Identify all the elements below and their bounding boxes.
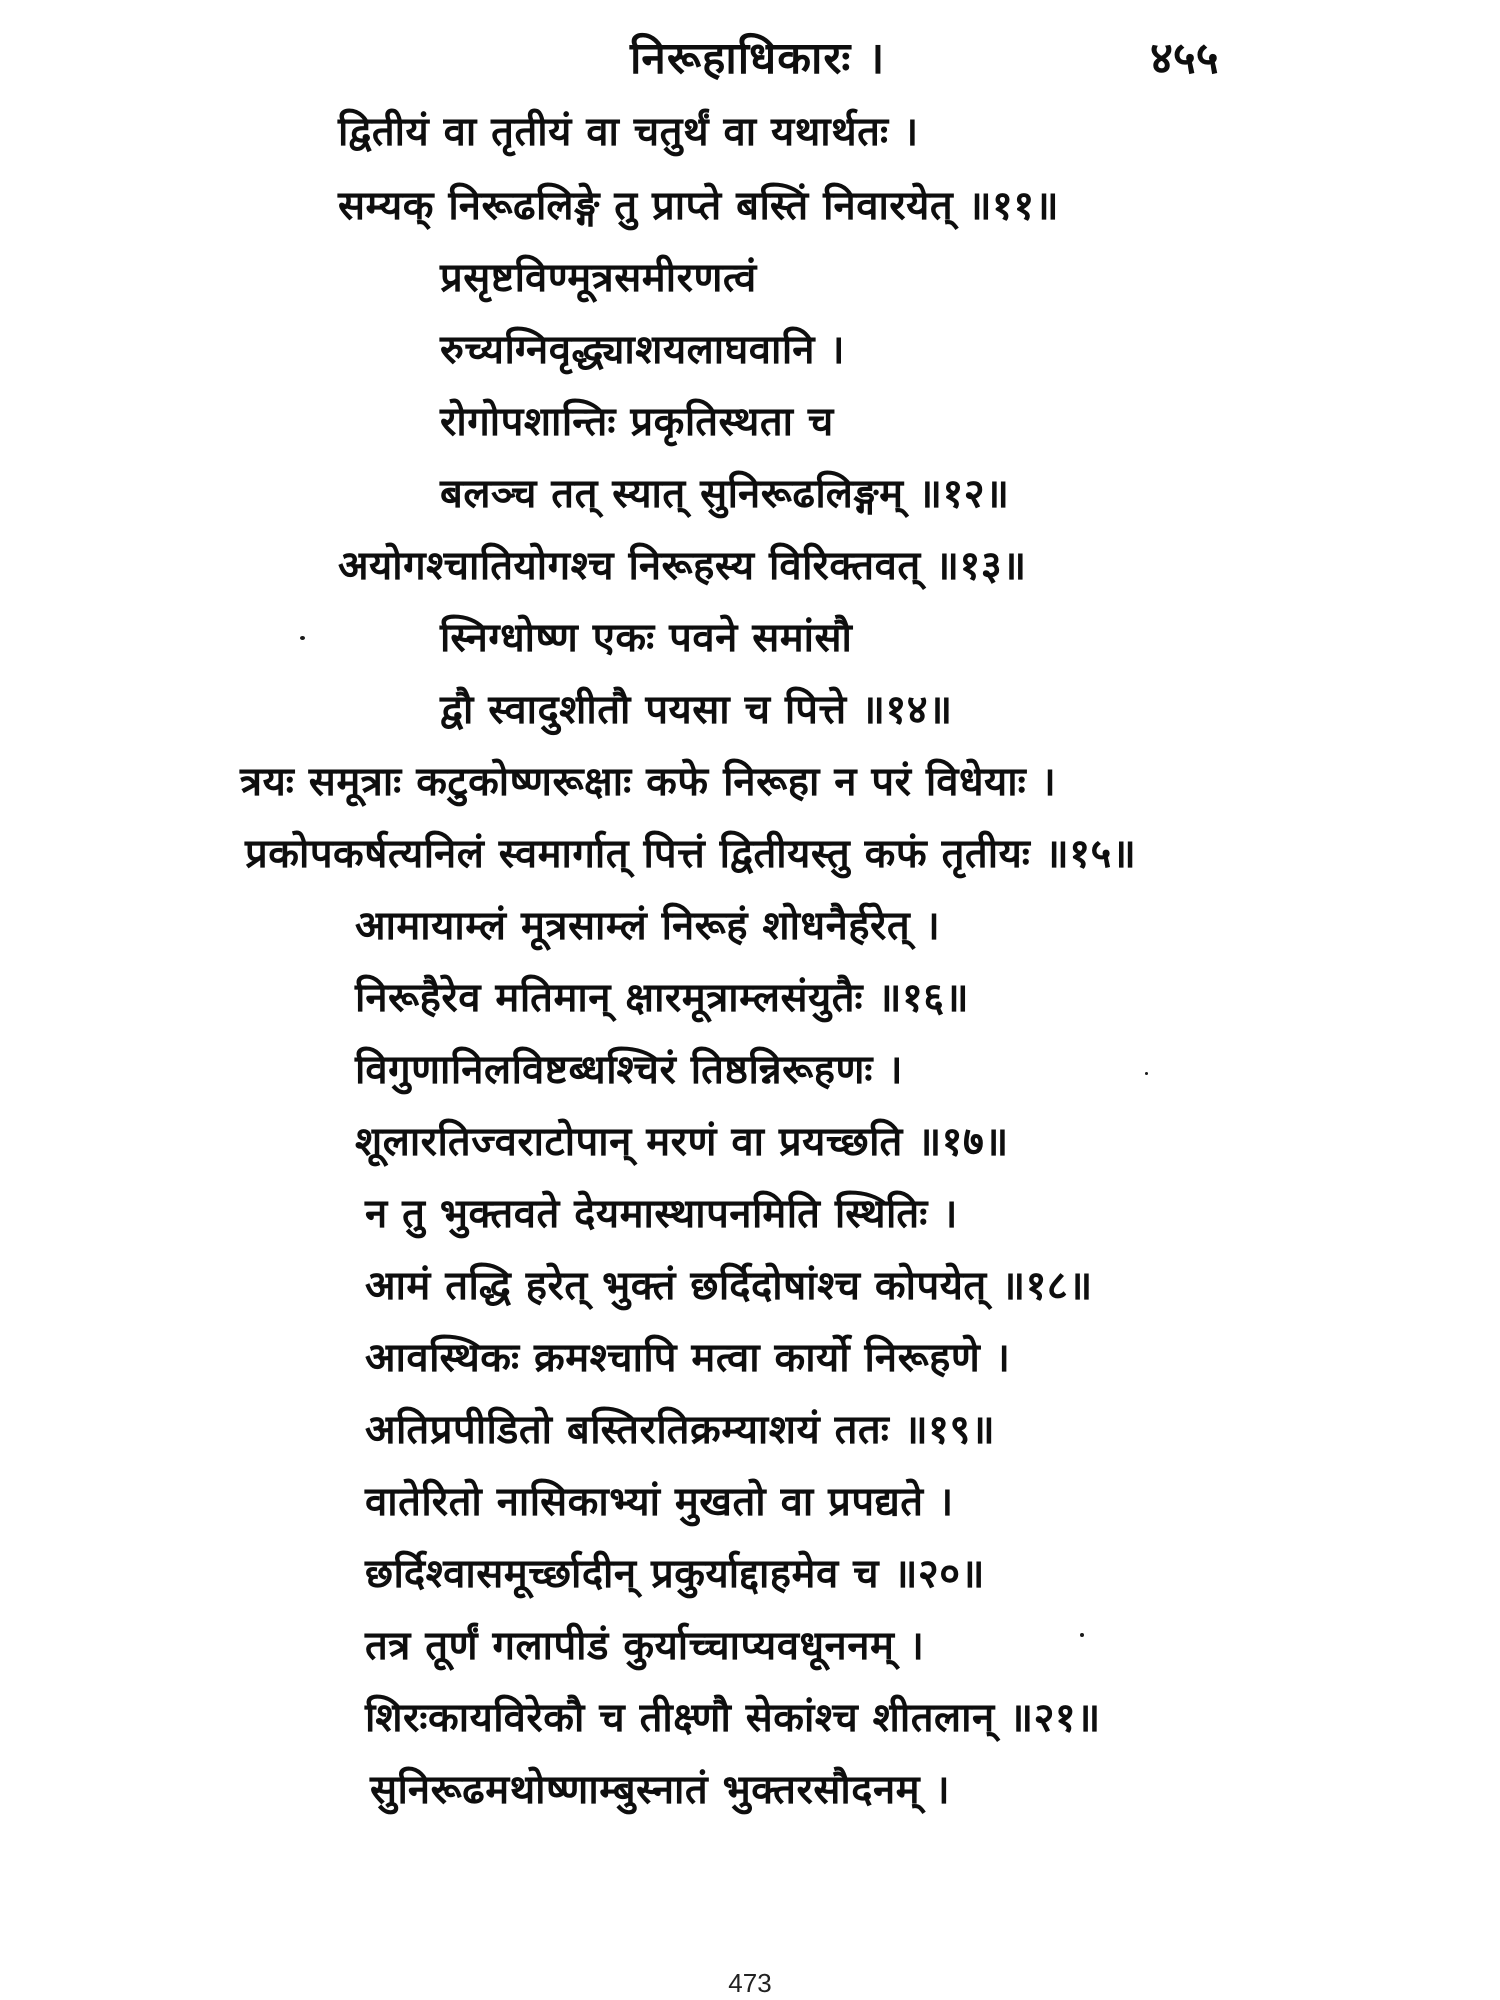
verse-line: आमं तद्धि हरेत् भुक्तं छर्दिदोषांश्च कोपयेत् ॥१८॥	[365, 1263, 1093, 1309]
scan-speck	[300, 636, 305, 640]
verse-line: छर्दिश्वासमूर्च्छादीन् प्रकुर्याद्दाहमेव च ॥२०॥	[365, 1551, 985, 1597]
verse-line: तत्र तूर्णं गलापीडं कुर्याच्चाप्यवधूननम् ।	[365, 1623, 925, 1669]
verse-line: रोगोपशान्तिः प्रकृतिस्थता च	[440, 399, 834, 445]
verse-line: सुनिरूढमथोष्णाम्बुस्नातं भुक्तरसौदनम् ।	[370, 1767, 951, 1813]
verse-line: आमायाम्लं मूत्रसाम्लं निरूहं शोधनैर्हरेत् ।	[355, 903, 941, 949]
verse-line: अयोगश्चातियोगश्च निरूहस्य विरिक्तवत् ॥१३॥	[338, 543, 1027, 589]
verse-line: द्वौ स्वादुशीतौ पयसा च पित्ते ॥१४॥	[440, 687, 953, 733]
footer-page-number: 473	[728, 1968, 772, 1998]
verse-line: प्रकोपकर्षत्यनिलं स्वमार्गात् पित्तं द्वितीयस्तु कफं तृतीयः ॥१५॥	[245, 831, 1137, 877]
verse-line: अतिप्रपीडितो बस्तिरतिक्रम्याशयं ततः ॥१९॥	[365, 1407, 996, 1453]
scan-speck	[1080, 1633, 1084, 1637]
page-number-devanagari: ४५५	[1150, 33, 1219, 84]
verse-line: आवस्थिकः क्रमश्चापि मत्वा कार्यो निरूहणे ।	[365, 1335, 1011, 1381]
verse-line: निरूहैरेव मतिमान् क्षारमूत्राम्लसंयुतैः ॥१६॥	[355, 975, 970, 1021]
verse-line: द्वितीयं वा तृतीयं वा चतुर्थं वा यथार्थतः ।	[338, 109, 919, 155]
verse-line: रुच्यग्निवृद्ध्याशयलाघवानि ।	[440, 327, 846, 373]
verse-line: स्निग्धोष्ण एकः पवने समांसौ	[440, 615, 853, 661]
verse-line: त्रयः समूत्राः कटुकोष्णरूक्षाः कफे निरूहा न परं विधेयाः ।	[240, 759, 1057, 805]
verse-line: विगुणानिलविष्टब्धश्चिरं तिष्ठन्निरूहणः ।	[355, 1047, 904, 1093]
verse-line: सम्यक् निरूढलिङ्गे तु प्राप्ते बस्तिं निवारयेत् ॥११॥	[338, 183, 1060, 229]
verse-line: बलञ्च तत् स्यात् सुनिरूढलिङ्गम् ॥१२॥	[440, 471, 1010, 517]
verse-line: शिरःकायविरेकौ च तीक्ष्णौ सेकांश्च शीतलान् ॥२१॥	[365, 1695, 1101, 1741]
running-title: निरूहाधिकारः ।	[630, 33, 886, 84]
verse-line: न तु भुक्तवते देयमास्थापनमिति स्थितिः ।	[365, 1191, 958, 1237]
verse-line: वातेरितो नासिकाभ्यां मुखतो वा प्रपद्यते ।	[365, 1479, 954, 1525]
verse-line: शूलारतिज्वराटोपान् मरणं वा प्रयच्छति ॥१७॥	[355, 1119, 1009, 1165]
verse-line: प्रसृष्टविण्मूत्रसमीरणत्वं	[440, 255, 757, 301]
scan-speck	[1145, 1072, 1148, 1075]
